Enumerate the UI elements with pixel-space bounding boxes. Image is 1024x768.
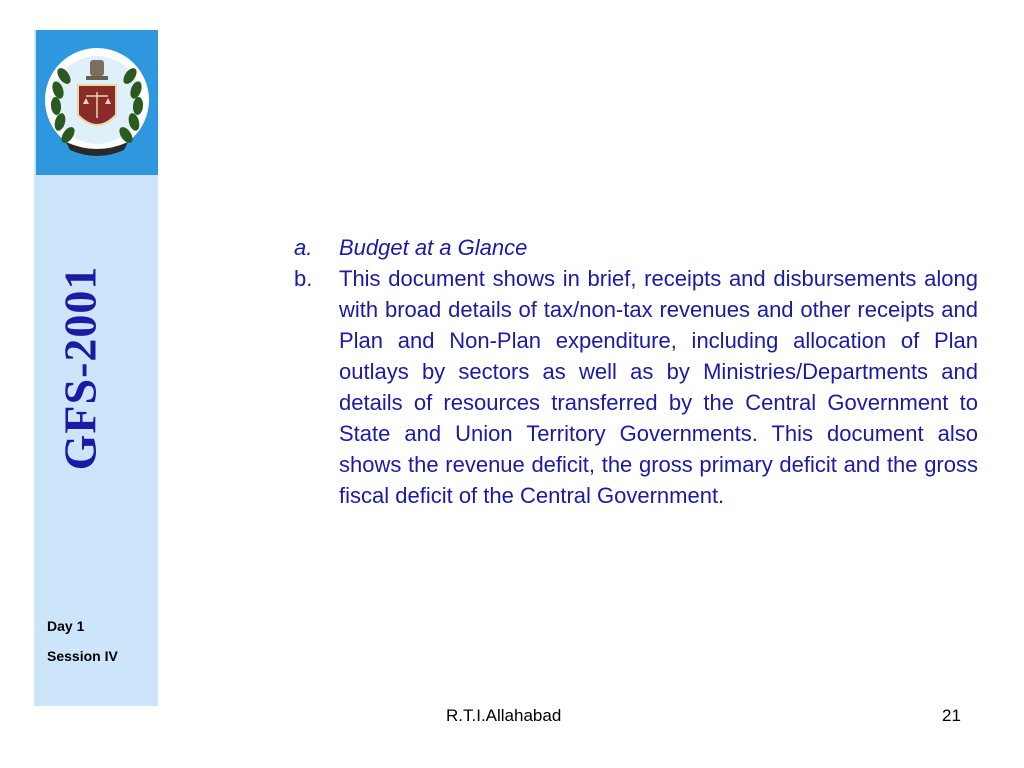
- day-label: Day 1: [47, 618, 85, 634]
- list-marker: a.: [294, 235, 313, 260]
- vertical-title: GFS-2001: [54, 265, 106, 471]
- list-item-text: Budget at a Glance: [339, 235, 528, 260]
- emblem-icon: [36, 30, 158, 175]
- list-item: [294, 263, 978, 511]
- main-content: [294, 232, 978, 511]
- session-label: Session IV: [47, 648, 118, 664]
- list-item-text: This document shows in brief, receipts and disbursements along with broad details of tax/non-tax revenues and other receipts and Plan and Non-Plan expenditure, including allocation of Plan outlays by sectors as well as by Ministries/Departments and details of resources transferred by the Central Government to State and Union Territory Governments. This document also shows the revenue deficit, the gross primary deficit and the gross fiscal deficit of the Central Government.: [339, 266, 978, 508]
- footer-institute: R.T.I.Allahabad: [446, 706, 562, 725]
- page-number: 21: [942, 706, 961, 725]
- list-marker: b.: [294, 266, 313, 291]
- emblem-logo: [36, 30, 158, 175]
- list-item: [294, 232, 978, 263]
